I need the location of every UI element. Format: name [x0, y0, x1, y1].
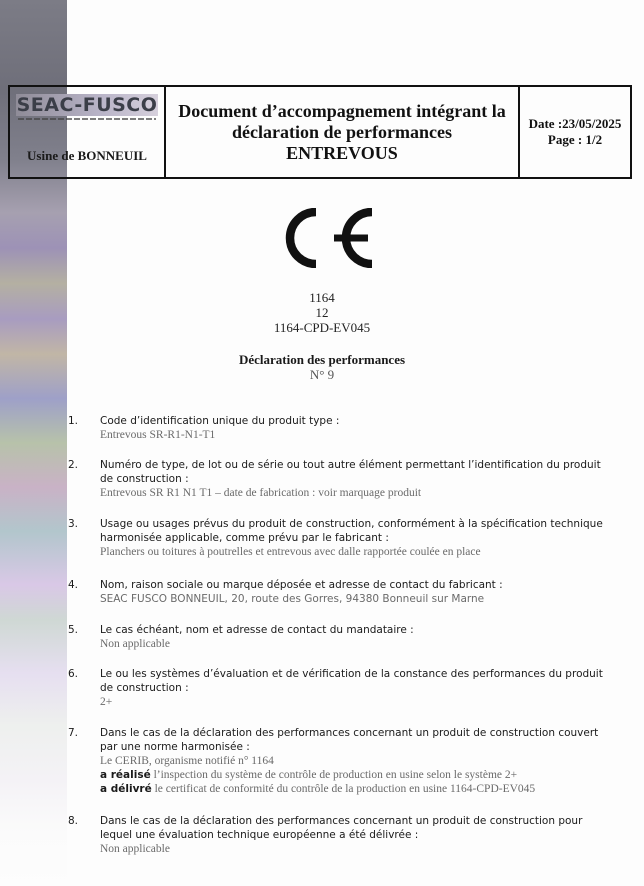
- item-answer: 2+: [100, 696, 113, 708]
- item-number: 3.: [68, 518, 79, 530]
- ce-mark-icon: [268, 208, 376, 268]
- declaration-number: N° 9: [309, 367, 335, 382]
- item-question: Dans le cas de la déclaration des performances concernant un produit de construction couvert par une norme harmonisée :: [100, 727, 599, 753]
- document-title: [166, 87, 520, 177]
- notified-body-number: 1164: [309, 290, 335, 305]
- item-question: Numéro de type, de lot ou de série ou tout autre élément permettant l’identification du produit de construction :: [100, 459, 601, 485]
- title-line: ENTREVOUS: [286, 142, 398, 163]
- list-item: [68, 814, 608, 856]
- item-answer: Entrevous SR-R1-N1-T1: [100, 429, 216, 441]
- item-question: Usage ou usages prévus du produit de construction, conformément à la spécification technique harmonisée applicable, comme prévu par le fabricant :: [100, 518, 603, 544]
- item-number: 4.: [68, 579, 79, 591]
- document-header: [8, 85, 632, 179]
- page-number: Page : 1/2: [547, 132, 603, 147]
- ce-year: 12: [315, 305, 329, 320]
- item-answer: Le CERIB, organisme notifié n° 1164: [100, 755, 274, 767]
- item-answer: Non applicable: [100, 843, 170, 855]
- detail-text: l’inspection du système de contrôle de production en usine selon le système 2+: [150, 769, 518, 781]
- list-item: [68, 623, 608, 651]
- item-question: Le ou les systèmes d’évaluation et de vérification de la constance des performances du produit de construction :: [100, 668, 603, 694]
- company-block: [10, 87, 166, 177]
- item-answer: SEAC FUSCO BONNEUIL, 20, route des Gorres, 94380 Bonneuil sur Marne: [100, 593, 485, 605]
- item-number: 5.: [68, 624, 79, 636]
- logo-tagline: [18, 118, 156, 120]
- item-detail-line: [100, 768, 608, 782]
- item-number: 1.: [68, 415, 79, 427]
- ce-letter-c: [290, 212, 316, 264]
- item-question: Code d’identification unique du produit type :: [100, 415, 340, 427]
- document-date: Date :23/05/2025: [528, 116, 622, 131]
- detail-lead: a délivré: [100, 783, 152, 795]
- item-question: Le cas échéant, nom et adresse de contact du mandataire :: [100, 624, 414, 636]
- list-item: [68, 517, 608, 559]
- list-item: [68, 667, 608, 709]
- item-detail-line: [100, 782, 608, 796]
- item-number: 7.: [68, 727, 79, 739]
- title-line: Document d’accompagnement intégrant la: [178, 100, 506, 121]
- date-page-block: [520, 87, 630, 177]
- declaration-heading: [0, 352, 644, 382]
- title-line: déclaration de performances: [232, 121, 452, 142]
- item-number: 6.: [68, 668, 79, 680]
- item-question: Dans le cas de la déclaration des performances concernant un produit de construction pour lequel une évaluation technique européenne a été délivrée :: [100, 815, 583, 841]
- declaration-title: Déclaration des performances: [238, 352, 406, 367]
- item-answer: Planchers ou toitures à poutrelles et entrevous avec dalle rapportée coulée en place: [100, 546, 481, 558]
- item-question: Nom, raison sociale ou marque déposée et adresse de contact du fabricant :: [100, 579, 503, 591]
- item-answer: Entrevous SR R1 N1 T1 – date de fabrication : voir marquage produit: [100, 487, 422, 499]
- plant-name: Usine de BONNEUIL: [27, 148, 147, 163]
- detail-lead: a réalisé: [100, 769, 151, 781]
- item-number: 8.: [68, 815, 79, 827]
- list-item: [68, 578, 608, 606]
- company-logo: SEAC-FUSCO: [16, 94, 158, 116]
- certificate-number: 1164-CPD-EV045: [273, 320, 371, 335]
- list-item: [68, 726, 608, 796]
- detail-text: le certificat de conformité du contrôle de la production en usine 1164-CPD-EV045: [151, 783, 536, 795]
- list-item: [68, 458, 608, 500]
- item-number: 2.: [68, 459, 79, 471]
- item-answer: Non applicable: [100, 638, 170, 650]
- list-item: [68, 414, 608, 442]
- ce-info: [0, 290, 644, 335]
